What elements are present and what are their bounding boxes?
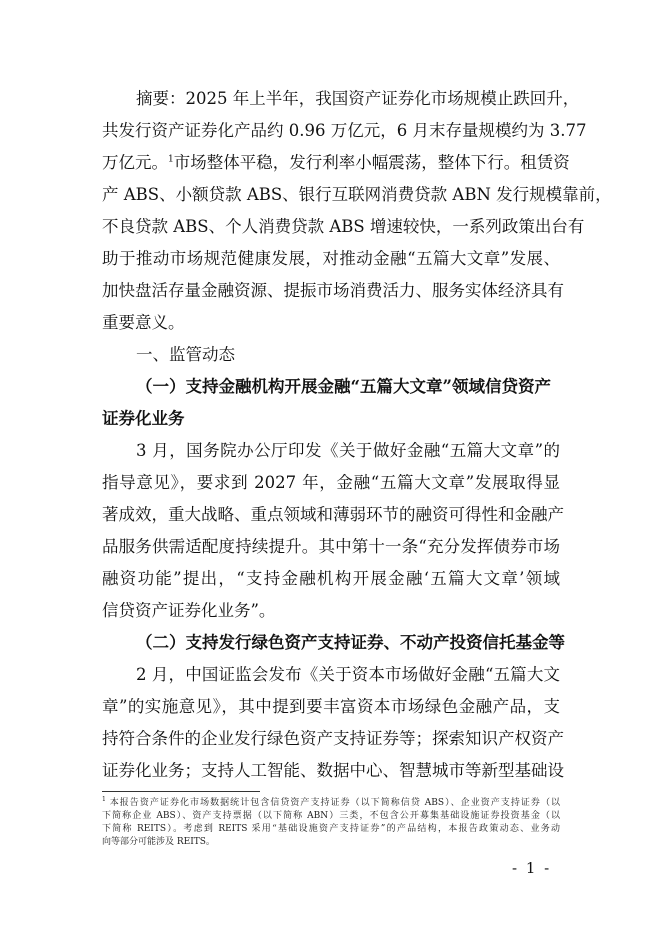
footnote-ref-marker[interactable]: 1 [168, 154, 174, 165]
abstract-line: 摘要：2025 年上半年，我国资产证券化市场规模止跌回升， [136, 89, 580, 108]
body-line: 品服务供需适配度持续提升。其中第十一条“充分发挥债券市场 [102, 537, 560, 556]
abstract-line: 不良贷款 ABS、个人消费贷款 ABS 增速较快，一系列政策出台有 [102, 217, 585, 236]
subsection-heading: （二）支持发行绿色资产支持证券、不动产投资信托基金等 [136, 633, 565, 652]
subsection-heading: 证券化业务 [102, 409, 185, 428]
abstract-line-rest: 市场整体平稳，发行利率小幅震荡，整体下行。租赁资 [173, 153, 570, 172]
abstract-line [102, 151, 570, 175]
footnote-separator [102, 791, 260, 792]
abstract-line: 加快盘活存量金融资源、提振市场消费活力、服务实体经济具有 [102, 281, 564, 300]
footnote-marker: 1 [102, 796, 106, 803]
section-heading: 一、监管动态 [136, 345, 235, 364]
abstract-line: 共发行资产证券化产品约 0.96 万亿元，6 月末存量规模约为 3.77 [102, 121, 587, 140]
footnote-line [102, 797, 560, 810]
subsection-heading: （一）支持金融机构开展金融“五篇大文章”领域信贷资产 [136, 377, 551, 396]
footnote-line: 向等部分可能涉及 REITS。 [102, 837, 215, 847]
footnote-text: 本报告资产证券化市场数据统计包含信贷资产支持证券（以下简称信贷 ABS）、企业资产支持证券（以 [109, 798, 560, 808]
body-line: 信贷资产证券化业务”。 [102, 601, 276, 620]
body-line: 2 月，中国证监会发布《关于资本市场做好金融“五篇大文 [136, 665, 560, 684]
body-line: 证券化业务；支持人工智能、数据中心、智慧城市等新型基础设 [102, 761, 564, 780]
body-line: 3 月，国务院办公厅印发《关于做好金融“五篇大文章”的 [136, 441, 560, 460]
page-number: - 1 - [512, 859, 552, 877]
body-line: 章”的实施意见》，其中提到要丰富资本市场绿色金融产品，支 [102, 697, 560, 716]
abstract-line: 产 ABS、小额贷款 ABS、银行互联网消费贷款 ABN 发行规模靠前， [102, 185, 612, 204]
abstract-line-prefix: 万亿元。 [102, 153, 168, 172]
body-line: 著成效，重大战略、重点领域和薄弱环节的融资可得性和金融产 [102, 505, 564, 524]
abstract-line: 重要意义。 [102, 313, 185, 332]
body-line: 融资功能”提出，“支持金融机构开展金融‘五篇大文章’领域 [102, 569, 560, 588]
abstract-line: 助于推动市场规范健康发展，对推动金融“五篇大文章”发展、 [102, 249, 560, 268]
body-line: 持符合条件的企业发行绿色资产支持证券等；探索知识产权资产 [102, 729, 564, 748]
footnote-line: 下简称企业 ABS）、资产支持票据（以下简称 ABN）三类，不包含公开募集基础设施证券投资基金（以 [102, 811, 560, 821]
body-line: 指导意见》，要求到 2027 年，金融“五篇大文章”发展取得显 [102, 473, 560, 492]
footnote-line: 下简称 REITS）。考虑到 REITS 采用“基础设施资产支持证券”的产品结构，本报告政策动态、业务动 [102, 824, 560, 834]
